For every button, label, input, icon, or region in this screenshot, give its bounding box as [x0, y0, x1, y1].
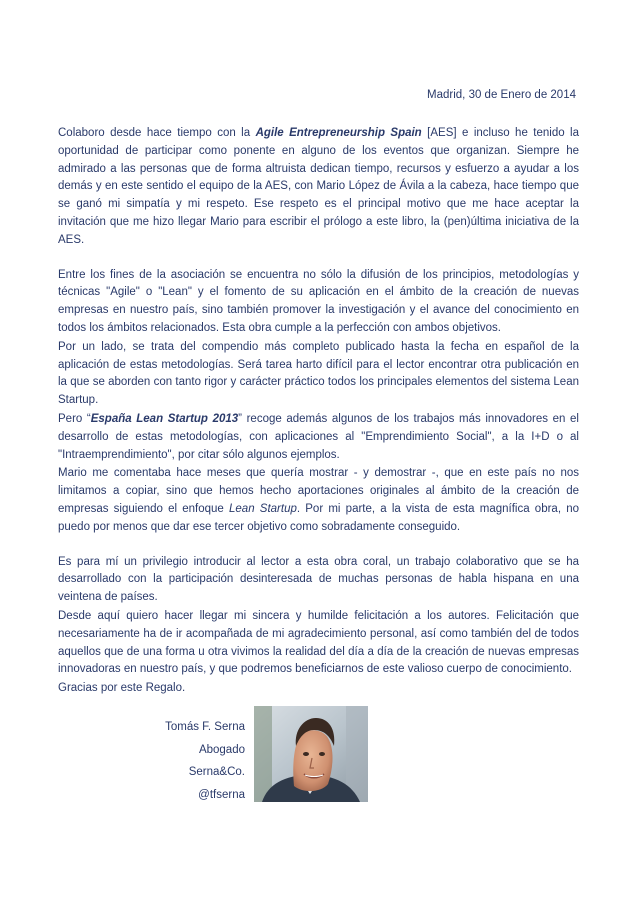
aes-name: Agile Entrepreneurship Spain: [255, 127, 422, 139]
author-portrait: [254, 706, 368, 802]
signature-block: [150, 716, 245, 806]
paragraph-1: [58, 125, 579, 250]
text-run: ” recoge además algunos de los trabajos más innovadores en el desarrollo de estas metodologías, con aplicaciones al "Emprendimiento Social", a la I+D o al "Intraemprendimiento", por citar sólo algunos ejemplos.: [58, 412, 579, 461]
paragraph-2: Entre los fines de la asociación se encuentra no sólo la difusión de los principios, metodologías y técnicas "Agile" o "Lean" y el fomento de su aplicación en el ámbito de la creación de nuevas empresas en nuestro país, sino también promover la investigación y el avance del conocimiento en todos los ámbitos relacionados. Esta obra cumple a la perfección con ambos objetivos.: [58, 268, 579, 334]
paragraph-5: [58, 465, 579, 536]
text-run: [AES] e incluso he tenido la oportunidad de participar como ponente en alguno de los eventos que organizan. Siempre he admirado a las personas que de forma altruista dedican tiempo, recursos y esfuerzo a ayudar a los demás y en este sentido el equipo de la AES, con Mario López de Ávila a la cabeza, hace tiempo que se ganó mi simpatía y mi respeto. Ese respeto es el principal motivo que me hace aceptar la invitación que me hizo llegar Mario para escribir el prólogo a este libro, la (pen)última iniciativa de la AES.: [58, 127, 579, 246]
text-run: Pero “: [58, 412, 91, 425]
text-run: . Por mi parte, a la vista de esta magnífica obra, no puedo por menos que dar ese tercer objetivo como sobradamente conseguido.: [58, 502, 579, 533]
text-run: Mario me comentaba hace meses que quería mostrar - y demostrar -, que en este país no nos limitamos a copiar, sino que hemos hecho aportaciones originales al ámbito de la creación de empresas siguiendo el enfoque: [58, 467, 579, 515]
signature-role: Abogado: [198, 743, 245, 756]
signature-company: Serna&Co.: [188, 766, 245, 778]
signature-name: Tomás F. Serna: [165, 721, 245, 733]
paragraph-8: Gracias por este Regalo.: [58, 682, 186, 695]
paragraph-4: [58, 411, 579, 464]
paragraph-3: Por un lado, se trata del compendio más completo publicado hasta la fecha en español de la aplicación de estas metodologías. Será tarea harto difícil para el lector encontrar otra publicación en la que se aborden con tanto rigor y carácter práctico todos los principales elementos del sistema Lean Startup.: [58, 340, 579, 407]
date-line: Madrid, 30 de Enero de 2014: [427, 89, 576, 101]
lean-startup-term: Lean Startup: [229, 502, 297, 515]
prologue-body: [58, 125, 579, 699]
book-title: España Lean Startup 2013: [90, 412, 239, 425]
text-run: Colaboro desde hace tiempo con la: [58, 127, 256, 139]
signature-handle: @tfserna: [198, 788, 245, 801]
paragraph-6: Es para mí un privilegio introducir al lector a esta obra coral, un trabajo colaborativo que se ha desarrollado con la participación desinteresada de muchas personas de habla hispana en una veintena de países.: [58, 555, 579, 604]
paragraph-7: Desde aquí quiero hacer llegar mi sincera y humilde felicitación a los autores. Felicitación que necesariamente ha de ir acompañada de mi agradecimiento personal, así como también del de todos aquellos que de una forma u otra vivimos la realidad del día a día de la creación de nuevas empresas innovadoras en nuestro país, y que podremos beneficiarnos de este valioso cuerpo de conocimiento.: [58, 609, 579, 676]
